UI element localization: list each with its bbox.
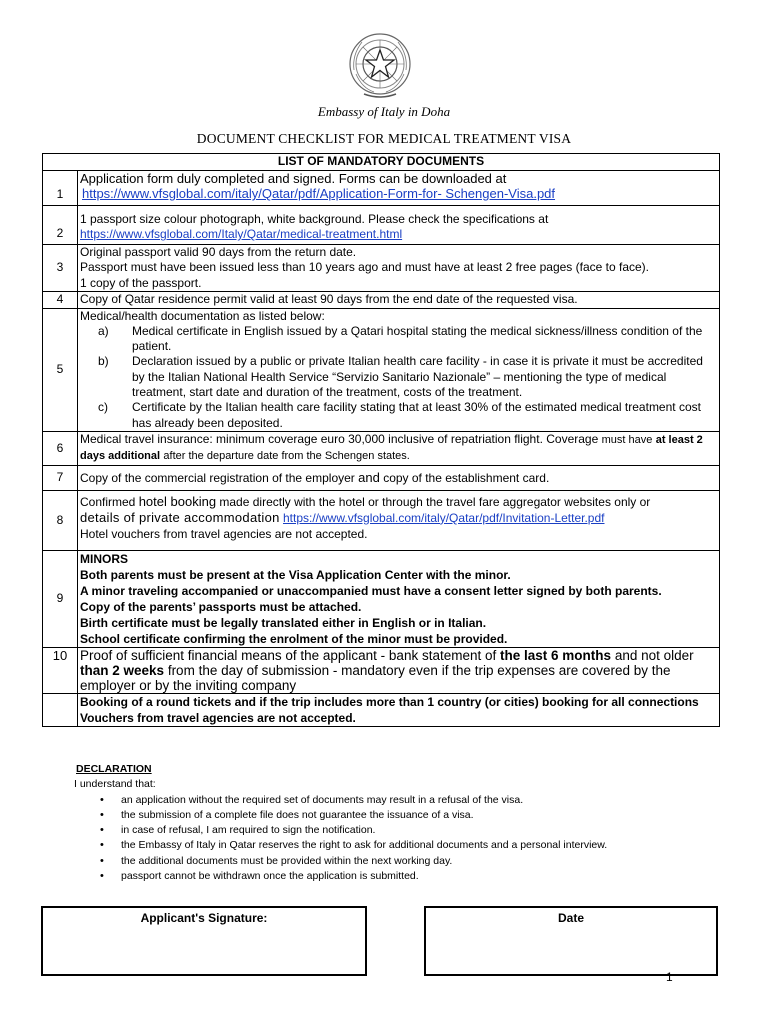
row-content: Booking of a round tickets and if the trip includes more than 1 country (or cities) booking for all connections Vouchers from travel agencies are not accepted. <box>78 693 720 726</box>
row-content: Copy of the commercial registration of the employer and copy of the establishment card. <box>78 465 720 490</box>
declaration-list <box>76 793 736 885</box>
page-number: 1 <box>666 970 673 984</box>
row-line: 1 copy of the passport. <box>80 275 202 290</box>
list-item: a) Medical certificate in English issued by a Qatari hospital stating the medical sickness/illness condition of the patient. <box>98 323 703 354</box>
row-number: 9 <box>43 550 78 647</box>
table-row <box>43 647 720 693</box>
row-number: 7 <box>43 465 78 490</box>
row-number: 1 <box>43 170 78 205</box>
list-item: • the additional documents must be provided within the next working day. <box>76 854 736 869</box>
row-number <box>43 693 78 726</box>
row-number: 2 <box>43 205 78 244</box>
italian-emblem-icon <box>344 30 416 102</box>
row-number: 4 <box>43 292 78 309</box>
list-item: • an application without the required set of documents may result in a refusal of the visa. <box>76 793 736 808</box>
table-row <box>43 693 720 726</box>
declaration <box>76 762 736 884</box>
list-item: c) Certificate by the Italian health care facility stating that at least 30% of the estimated medical treatment cost has already been deposited. <box>98 400 701 430</box>
medical-treatment-link[interactable]: https://www.vfsglobal.com/Italy/Qatar/medical-treatment.html <box>80 227 403 241</box>
row-line: Passport must have been issued less than 10 years ago and must have at least 2 free pages (face to face). <box>80 260 649 274</box>
application-form-link[interactable]: https://www.vfsglobal.com/italy/Qatar/pdf/Application-Form-for- Schengen-Visa.pdf <box>82 186 556 201</box>
table-row <box>43 244 720 292</box>
row-content: MINORS Both parents must be present at the Visa Application Center with the minor. A minor traveling accompanied or unaccompanied must have a consent letter signed by both parents. Copy of the parents’ passports must be attached. Birth certificate must be legally translated either in English or in Italian. School certificate confirming the enrolment of the minor must be provided. <box>78 550 720 647</box>
row-text: Copy of Qatar residence permit valid at least 90 days from the end date of the requested visa. <box>78 292 720 309</box>
list-item: • passport cannot be withdrawn once the application is submitted. <box>76 869 736 884</box>
page-title: DOCUMENT CHECKLIST FOR MEDICAL TREATMENT VISA <box>196 131 572 146</box>
row-content <box>78 205 720 244</box>
row-content: Proof of sufficient financial means of the applicant - bank statement of the last 6 months and not older than 2 weeks from the day of submission - mandatory even if the trip expenses are covered by the employer or by the inviting company <box>78 647 720 693</box>
applicant-signature-box[interactable] <box>41 906 367 976</box>
row-intro: Medical/health documentation as listed below: <box>80 308 325 323</box>
table-heading: LIST OF MANDATORY DOCUMENTS <box>43 154 720 171</box>
row-content: Confirmed hotel booking made directly with the hotel or through the travel fare aggregator websites only or details of private accommodation https://www.vfsglobal.com/italy/Qatar/pdf/Invitation-Letter.pdf Hotel vouchers from travel agencies are not accepted. <box>78 490 720 550</box>
row-text: 1 passport size colour photograph, white background. Please check the specifications at <box>80 211 549 226</box>
table-row <box>43 205 720 244</box>
list-item: • the Embassy of Italy in Qatar reserves the right to ask for additional documents and a personal interview. <box>76 838 736 853</box>
row-content <box>78 308 720 431</box>
date-box[interactable] <box>424 906 718 976</box>
list-item: b) Declaration issued by a public or private Italian health care facility - in case it is private it must be accredited by the Italian National Health Service “Servizio Sanitario Nazionale” – mentioning the type of medical treatment, start date and duration of the treatment, costs of the treatment. <box>98 354 703 399</box>
table-row <box>43 170 720 205</box>
row-text: Application form duly completed and signed. Forms can be downloaded at <box>80 170 507 186</box>
list-item: • in case of refusal, I am required to sign the notification. <box>76 823 736 838</box>
mandatory-documents-table <box>42 153 720 727</box>
row-content <box>78 170 720 205</box>
row-number: 3 <box>43 244 78 292</box>
table-row <box>43 490 720 550</box>
row-number: 6 <box>43 431 78 465</box>
row-number: 10 <box>43 647 78 693</box>
row-content: Medical travel insurance: minimum coverage euro 30,000 inclusive of repatriation flight. Coverage must have at least 2 days additional after the departure date from the Schengen states. <box>78 431 720 465</box>
invitation-letter-link[interactable]: https://www.vfsglobal.com/italy/Qatar/pdf/Invitation-Letter.pdf <box>283 510 605 525</box>
embassy-name: Embassy of Italy in Doha <box>317 104 451 119</box>
table-row <box>43 431 720 465</box>
row-heading: MINORS <box>80 551 128 566</box>
row-number: 8 <box>43 490 78 550</box>
date-label: Date <box>557 911 584 925</box>
table-row <box>43 550 720 647</box>
table-row <box>43 292 720 309</box>
table-row <box>43 308 720 431</box>
row-line: Original passport valid 90 days from the return date. <box>80 244 357 259</box>
table-row <box>43 465 720 490</box>
declaration-title: DECLARATION <box>76 763 152 775</box>
applicant-signature-label: Applicant's Signature: <box>140 911 268 925</box>
list-item: • the submission of a complete file does not guarantee the issuance of a visa. <box>76 808 736 823</box>
row-number: 5 <box>43 308 78 431</box>
row-content <box>78 244 720 292</box>
declaration-intro: I understand that: <box>74 778 156 791</box>
table-header-row <box>43 154 720 171</box>
